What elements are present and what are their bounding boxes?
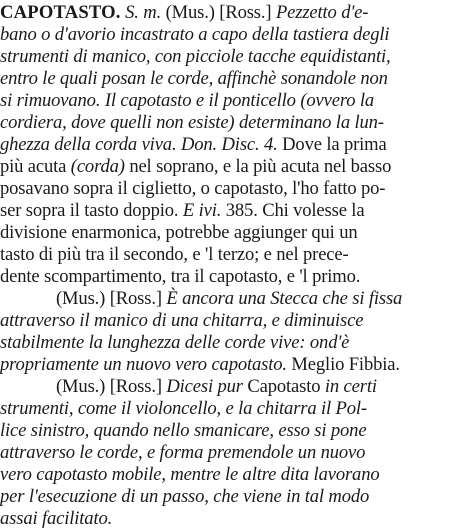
domain-tag: (Mus.) [56, 288, 106, 309]
definition-text: attraverso il manico di una chitarra, e diminuisce [0, 310, 364, 331]
definition-text: stabilmente la lunghezza delle corde vive: ond'è [0, 332, 350, 353]
entry-line-2 [0, 24, 472, 46]
entry-line-6 [0, 112, 472, 134]
quote-text: nel soprano, e la più acuta nel basso [129, 156, 392, 177]
entry-line-5 [0, 90, 472, 112]
definition-text: propriamente un nuovo vero capotasto. [0, 354, 287, 375]
definition-text: si rimuovano. [0, 90, 101, 111]
entry-line-12 [0, 244, 472, 266]
definition-text: entro le quali posan le corde, affinchè sonandole non [0, 68, 388, 89]
definition-text: Il capotasto e il ponticello [104, 90, 296, 111]
entry-line-8 [0, 156, 472, 178]
entry-line-9 [0, 178, 472, 200]
citation: Meglio Fibbia. [291, 354, 400, 375]
headword: CAPOTASTO. [0, 2, 121, 23]
term: Capotasto [247, 376, 321, 397]
definition-text: Dicesi pur [166, 376, 243, 397]
definition-text: Pezzetto d'e- [275, 2, 369, 23]
definition-text: lice sinistro, quando nello smanicare, esso si pone [0, 420, 367, 441]
sense3-line-4 [0, 442, 472, 464]
quote-text: Chi volesse la [262, 200, 365, 221]
sense3-line-2 [0, 398, 472, 420]
definition-text: per l'esecuzione di un passo, che viene in tal modo [0, 486, 370, 507]
source-tag: [Ross.] [219, 2, 272, 23]
sense2-line-1 [0, 288, 472, 310]
definition-text: ghezza della corda viva. [0, 134, 177, 155]
definition-text: (ovvero la [300, 90, 375, 111]
definition-text: assai facilitato. [0, 508, 113, 529]
part-of-speech: S. m. [125, 2, 162, 23]
definition-text: cordiera, dove quelli non esiste) determinano la lun- [0, 112, 384, 133]
quote-gloss: (corda) [70, 156, 125, 177]
entry-line-1 [0, 2, 472, 24]
citation: Don. Disc. 4. [180, 134, 278, 155]
definition-text: vero capotasto mobile, mentre le altre dita lavorano [0, 464, 380, 485]
domain-tag: (Mus.) [165, 2, 215, 23]
definition-text: attraverso le corde, e forma premendole un nuovo [0, 442, 366, 463]
source-tag: [Ross.] [109, 288, 162, 309]
entry-line-7 [0, 134, 472, 156]
sense2-line-4 [0, 354, 472, 376]
definition-text: strumenti, come il violoncello, e la chitarra il Pol- [0, 398, 367, 419]
quote-text: tasto di più tra il secondo, e 'l terzo; e nel prece- [0, 244, 349, 265]
citation: E ivi. [182, 200, 222, 221]
sense2-line-3 [0, 332, 472, 354]
domain-tag: (Mus.) [56, 376, 106, 397]
sense3-line-5 [0, 464, 472, 486]
entry-line-3 [0, 46, 472, 68]
quote-text: divisione enarmonica, potrebbe aggiunger qui un [0, 222, 358, 243]
definition-text: bano o d'avorio incastrato a capo della tastiera degli [0, 24, 390, 45]
definition-text: È ancora una Stecca che si fissa [166, 288, 403, 309]
sense3-line-6 [0, 486, 472, 508]
entry-line-13 [0, 266, 472, 288]
sense3-line-1 [0, 376, 472, 398]
quote-text: più acuta [0, 156, 67, 177]
sense3-line-7 [0, 508, 472, 529]
sense2-line-2 [0, 310, 472, 332]
sense3-line-3 [0, 420, 472, 442]
definition-text: strumenti di manico, con picciole tacche equidistanti, [0, 46, 391, 67]
definition-text: in certi [324, 376, 377, 397]
quote-text: ser sopra il tasto doppio. [0, 200, 179, 221]
entry-line-11 [0, 222, 472, 244]
citation-number: 385. [225, 200, 258, 221]
source-tag: [Ross.] [109, 376, 162, 397]
entry-line-10 [0, 200, 472, 222]
quote-text: Dove la prima [282, 134, 387, 155]
quote-text: dente scompartimento, tra il capotasto, e 'l primo. [0, 266, 361, 287]
entry-line-4 [0, 68, 472, 90]
quote-text: posavano sopra il ciglietto, o capotasto, l'ho fatto po- [0, 178, 386, 199]
